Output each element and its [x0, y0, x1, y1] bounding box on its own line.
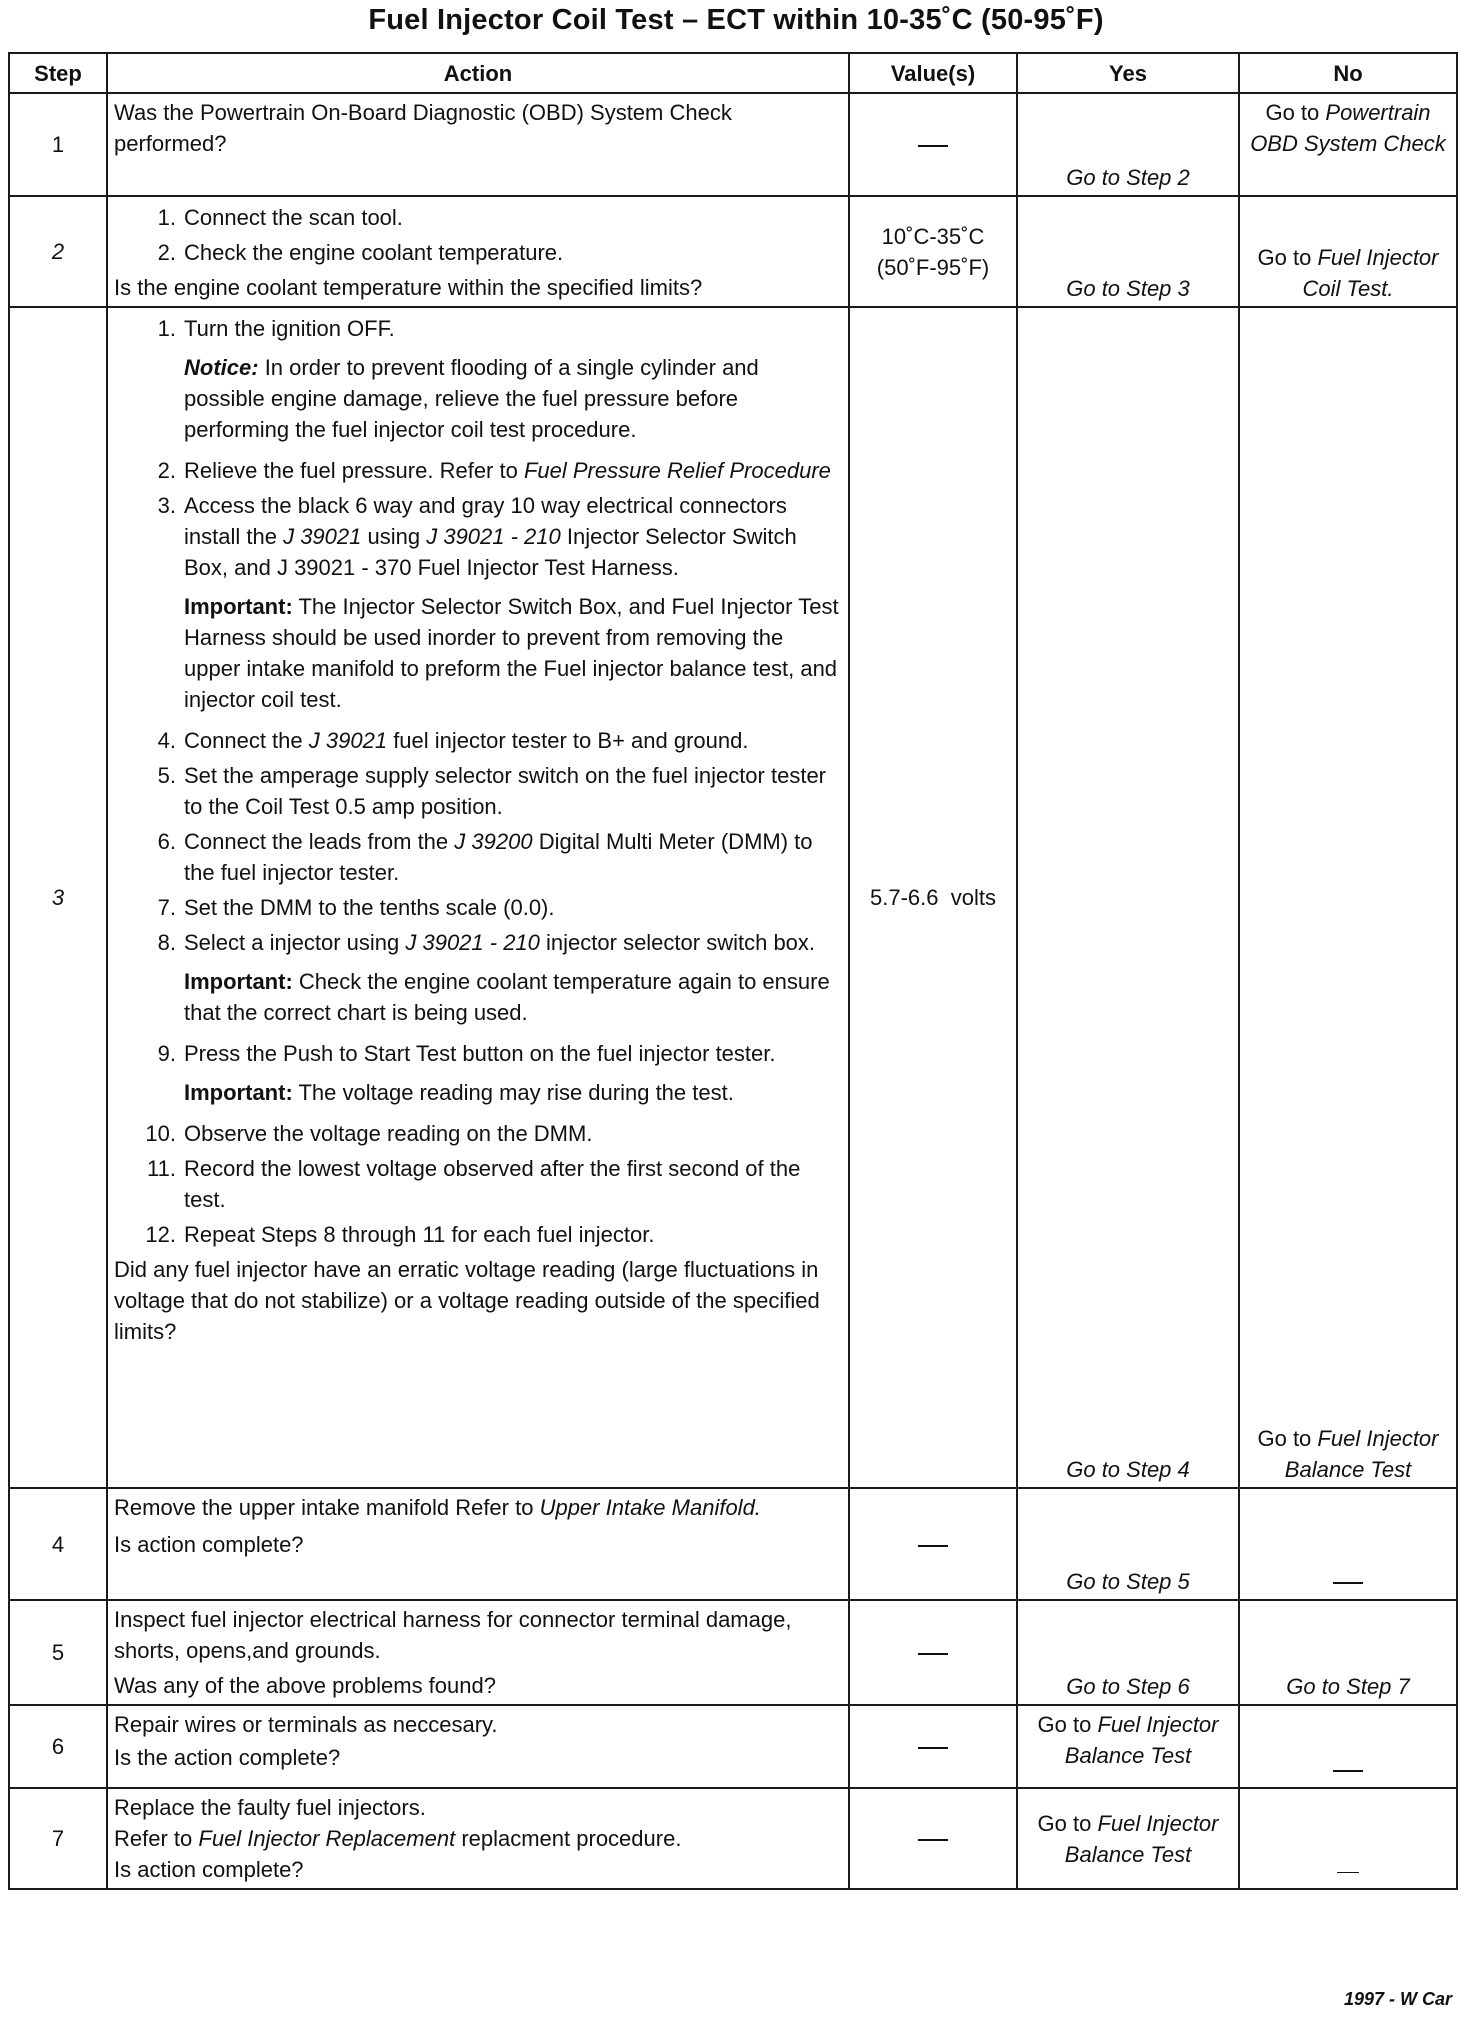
dash [918, 1653, 948, 1655]
yes-link[interactable]: Go to Step 2 [1017, 93, 1239, 196]
no-value [1239, 1788, 1457, 1889]
no-prefix: Go to [1265, 100, 1320, 125]
step-number: 2 [9, 196, 107, 307]
list-item: 1. Connect the scan tool. [157, 205, 403, 230]
table-row [9, 307, 1457, 1488]
page-title: Fuel Injector Coil Test – ECT within 10-35˚C (50-95˚F) [368, 4, 1104, 36]
list-item: 9. Press the Push to Start Test button on the fuel injector tester. [157, 1041, 776, 1066]
header-values: Value(s) [849, 53, 1017, 93]
step-value [849, 93, 1017, 196]
dash [918, 1747, 948, 1749]
step-number: 1 [9, 93, 107, 196]
list-item: 2. Relieve the fuel pressure. Refer to Fuel Pressure Relief Procedure [157, 458, 831, 483]
dash [918, 145, 948, 147]
header-no: No [1239, 53, 1457, 93]
dash [918, 1545, 948, 1547]
notice: Notice: In order to prevent flooding of a single cylinder and possible engine damage, relieve the fuel pressure before performing the fuel injector coil test procedure. [184, 355, 759, 442]
list-item: 3. Access the black 6 way and gray 10 way electrical connectors install the J 39021 using J 39021 - 210 Injector Selector Switch Box, and J 39021 - 370 Fuel Injector Test Harness. [157, 493, 797, 580]
step-question: Is the action complete? [114, 1745, 341, 1770]
no-link[interactable] [1239, 196, 1457, 307]
list-item: 11. Record the lowest voltage observed after the first second of the test. [147, 1156, 801, 1212]
dash [1333, 1770, 1363, 1772]
table-row [9, 1600, 1457, 1705]
table-row [9, 1488, 1457, 1600]
step-action: Repair wires or terminals as neccesary. Is the action complete? [107, 1705, 849, 1788]
header-yes: Yes [1017, 53, 1239, 93]
step-action: Replace the faulty fuel injectors. Refer to Fuel Injector Replacement replacment procedure. Is action complete? [107, 1788, 849, 1889]
header-action: Action [107, 53, 849, 93]
no-target: Injector Balance Test [1284, 1426, 1439, 1482]
dash [918, 1839, 948, 1841]
step-question: Is action complete? [114, 1532, 304, 1557]
step-value [849, 1788, 1017, 1889]
step-action [107, 307, 849, 1488]
yes-link[interactable]: Go to Step 4 [1017, 307, 1239, 1488]
dash [1333, 1582, 1363, 1584]
header-row [9, 53, 1457, 93]
step-number: 3 [9, 307, 107, 1488]
no-prefix: Go to [1257, 245, 1312, 270]
step-value [849, 1600, 1017, 1705]
list-item: 7. Set the DMM to the tenths scale (0.0). [157, 895, 555, 920]
step-value [849, 1705, 1017, 1788]
list-item: 2. Check the engine coolant temperature. [157, 240, 564, 265]
list-item: 4. Connect the J 39021 fuel injector tester to B+ and ground. [157, 728, 749, 753]
step-question: Did any fuel injector have an erratic voltage reading (large fluctuations in voltage that do not stabilize) or a voltage reading outside of the specified limits? [114, 1257, 820, 1344]
list-item: 10. Observe the voltage reading on the DMM. [145, 1121, 593, 1146]
step-question: Is action complete? [114, 1857, 304, 1882]
step-number: 5 [9, 1600, 107, 1705]
list-item: 1. Turn the ignition OFF. [157, 316, 395, 341]
step-value: 10˚C-35˚C (50˚F-95˚F) [849, 196, 1017, 307]
table-row [9, 1705, 1457, 1788]
table-row [9, 1788, 1457, 1889]
no-target: Fuel Injector Coil Test. [1302, 245, 1439, 301]
important-note: Important: The Injector Selector Switch Box, and Fuel Injector Test Harness should be used inorder to prevent from removing the upper intake manifold to preform the Fuel injector balance test, and injector coil test. [184, 594, 839, 712]
list-item: 5. Set the amperage supply selector switch on the fuel injector tester to the Coil Test 0.5 amp position. [157, 763, 827, 819]
important-note: Important: Check the engine coolant temperature again to ensure that the correct chart is being used. [184, 969, 830, 1025]
no-target: Fuel [1317, 1426, 1361, 1451]
yes-link[interactable]: Go to Step 6 [1017, 1600, 1239, 1705]
no-link[interactable] [1239, 307, 1457, 1488]
step-question: Was any of the above problems found? [114, 1673, 496, 1698]
dash [1337, 1872, 1359, 1873]
no-target: Powertrain OBD System Check [1250, 100, 1446, 156]
step-value [849, 1488, 1017, 1600]
list-item: 12. Repeat Steps 8 through 11 for each fuel injector. [145, 1222, 655, 1247]
no-value [1239, 1488, 1457, 1600]
yes-link[interactable]: Go to Fuel Injector Balance Test [1017, 1788, 1239, 1889]
step-number: 7 [9, 1788, 107, 1889]
step-number: 6 [9, 1705, 107, 1788]
list-item: 8. Select a injector using J 39021 - 210 injector selector switch box. [157, 930, 816, 955]
no-value [1239, 1705, 1457, 1788]
header-step: Step [9, 53, 107, 93]
yes-link[interactable]: Go to Step 5 [1017, 1488, 1239, 1600]
yes-link[interactable]: Go to Step 3 [1017, 196, 1239, 307]
no-prefix: Go to [1257, 1426, 1312, 1451]
step-value: 5.7-6.6 volts [849, 307, 1017, 1488]
no-link[interactable] [1239, 93, 1457, 196]
step-action [107, 196, 849, 307]
diagnostic-table [8, 52, 1458, 1890]
step-number: 4 [9, 1488, 107, 1600]
table-row [9, 196, 1457, 307]
step-action: Inspect fuel injector electrical harness for connector terminal damage, shorts, opens,and grounds. Was any of the above problems found? [107, 1600, 849, 1705]
list-item: 6. Connect the leads from the J 39200 Digital Multi Meter (DMM) to the fuel injector tester. [157, 829, 813, 885]
table-row [9, 93, 1457, 196]
step-action: Was the Powertrain On-Board Diagnostic (OBD) System Check performed? [107, 93, 849, 196]
page-footer: 1997 - W Car [1343, 1989, 1452, 2009]
step-question: Is the engine coolant temperature within the specified limits? [114, 275, 703, 300]
important-note: Important: The voltage reading may rise during the test. [184, 1080, 734, 1105]
step-action: Remove the upper intake manifold Refer to Upper Intake Manifold. Is action complete? [107, 1488, 849, 1600]
yes-link[interactable]: Go to Fuel Injector Balance Test [1017, 1705, 1239, 1788]
no-link[interactable]: Go to Step 7 [1239, 1600, 1457, 1705]
